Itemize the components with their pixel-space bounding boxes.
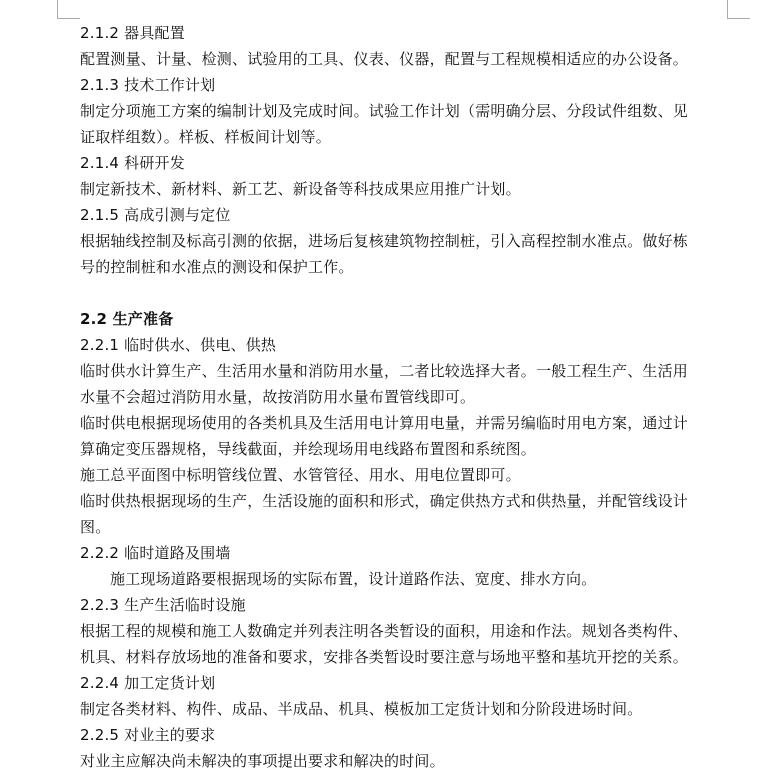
paragraph-line: 制定新技术、新材料、新工艺、新设备等科技成果应用推广计划。 (80, 180, 521, 198)
crop-mark-right-horizontal (727, 18, 750, 19)
crop-mark-right-vertical (727, 0, 728, 18)
subsection-heading: 2.2.4 加工定货计划 (80, 674, 216, 692)
paragraph (80, 176, 740, 202)
subsection-heading: 2.1.5 高成引测与定位 (80, 206, 231, 224)
paragraph-line: 机具、材料存放场地的准备和要求，安排各类暂设时要注意与场地平整和基坑开挖的关系。 (80, 648, 689, 666)
crop-mark-left-vertical (57, 0, 58, 18)
paragraph-line: 临时供电根据现场使用的各类机具及生活用电计算用电量，并需另编临时用电方案，通过计 (80, 414, 689, 432)
paragraph (80, 462, 740, 488)
crop-mark-left-horizontal (57, 18, 80, 19)
paragraph (80, 358, 740, 410)
paragraph-line: 施工总平面图中标明管线位置、水管管径、用水、用电位置即可。 (80, 466, 521, 484)
paragraph-line: 施工现场道路要根据现场的实际布置，设计道路作法、宽度、排水方向。 (110, 570, 597, 588)
subsection-heading: 2.1.4 科研开发 (80, 154, 185, 172)
paragraph (80, 488, 740, 540)
paragraph (80, 46, 740, 72)
paragraph-line: 证取样组数）。样板、样板间计划等。 (80, 128, 331, 146)
subsection-heading: 2.1.3 技术工作计划 (80, 76, 216, 94)
paragraph-line: 制定分项施工方案的编制计划及完成时间。试验工作计划（需明确分层、分段试件组数、见 (80, 102, 689, 120)
subsection-heading: 2.2.1 临时供水、供电、供热 (80, 336, 277, 354)
paragraph-line: 图。 (80, 518, 111, 536)
paragraph-line: 对业主应解决尚未解决的事项提出要求和解决的时间。 (80, 752, 445, 770)
paragraph-line: 配置测量、计量、检测、试验用的工具、仪表、仪器，配置与工程规模相适应的办公设备。 (80, 50, 689, 68)
paragraph (80, 410, 740, 462)
blank-line (80, 280, 740, 306)
paragraph (80, 228, 740, 280)
paragraph-line: 临时供水计算生产、生活用水量和消防用水量，二者比较选择大者。一般工程生产、生活用 (80, 362, 689, 380)
subsection-heading: 2.1.2 器具配置 (80, 24, 185, 42)
document-page (80, 20, 740, 774)
paragraph-line: 制定各类材料、构件、成品、半成品、机具、模板加工定货计划和分阶段进场时间。 (80, 700, 643, 718)
paragraph-line: 根据工程的规模和施工人数确定并列表注明各类暂设的面积，用途和作法。规划各类构件、 (80, 622, 689, 640)
paragraph-line: 号的控制桩和水准点的测设和保护工作。 (80, 258, 354, 276)
paragraph (80, 696, 740, 722)
paragraph-line: 根据轴线控制及标高引测的依据，进场后复核建筑物控制桩，引入高程控制水准点。做好栋 (80, 232, 689, 250)
section-heading: 2.2 生产准备 (80, 310, 174, 328)
paragraph (80, 748, 740, 774)
subsection-heading: 2.2.3 生产生活临时设施 (80, 596, 246, 614)
subsection-heading: 2.2.5 对业主的要求 (80, 726, 216, 744)
paragraph (80, 618, 740, 670)
subsection-heading: 2.2.2 临时道路及围墙 (80, 544, 231, 562)
paragraph (80, 98, 740, 150)
paragraph (80, 566, 740, 592)
paragraph-line: 水量不会超过消防用水量，故按消防用水量布置管线即可。 (80, 388, 476, 406)
paragraph-line: 临时供热根据现场的生产，生活设施的面积和形式，确定供热方式和供热量，并配管线设计 (80, 492, 689, 510)
paragraph-line: 算确定变压器规格，导线截面，并绘现场用电线路布置图和系统图。 (80, 440, 537, 458)
